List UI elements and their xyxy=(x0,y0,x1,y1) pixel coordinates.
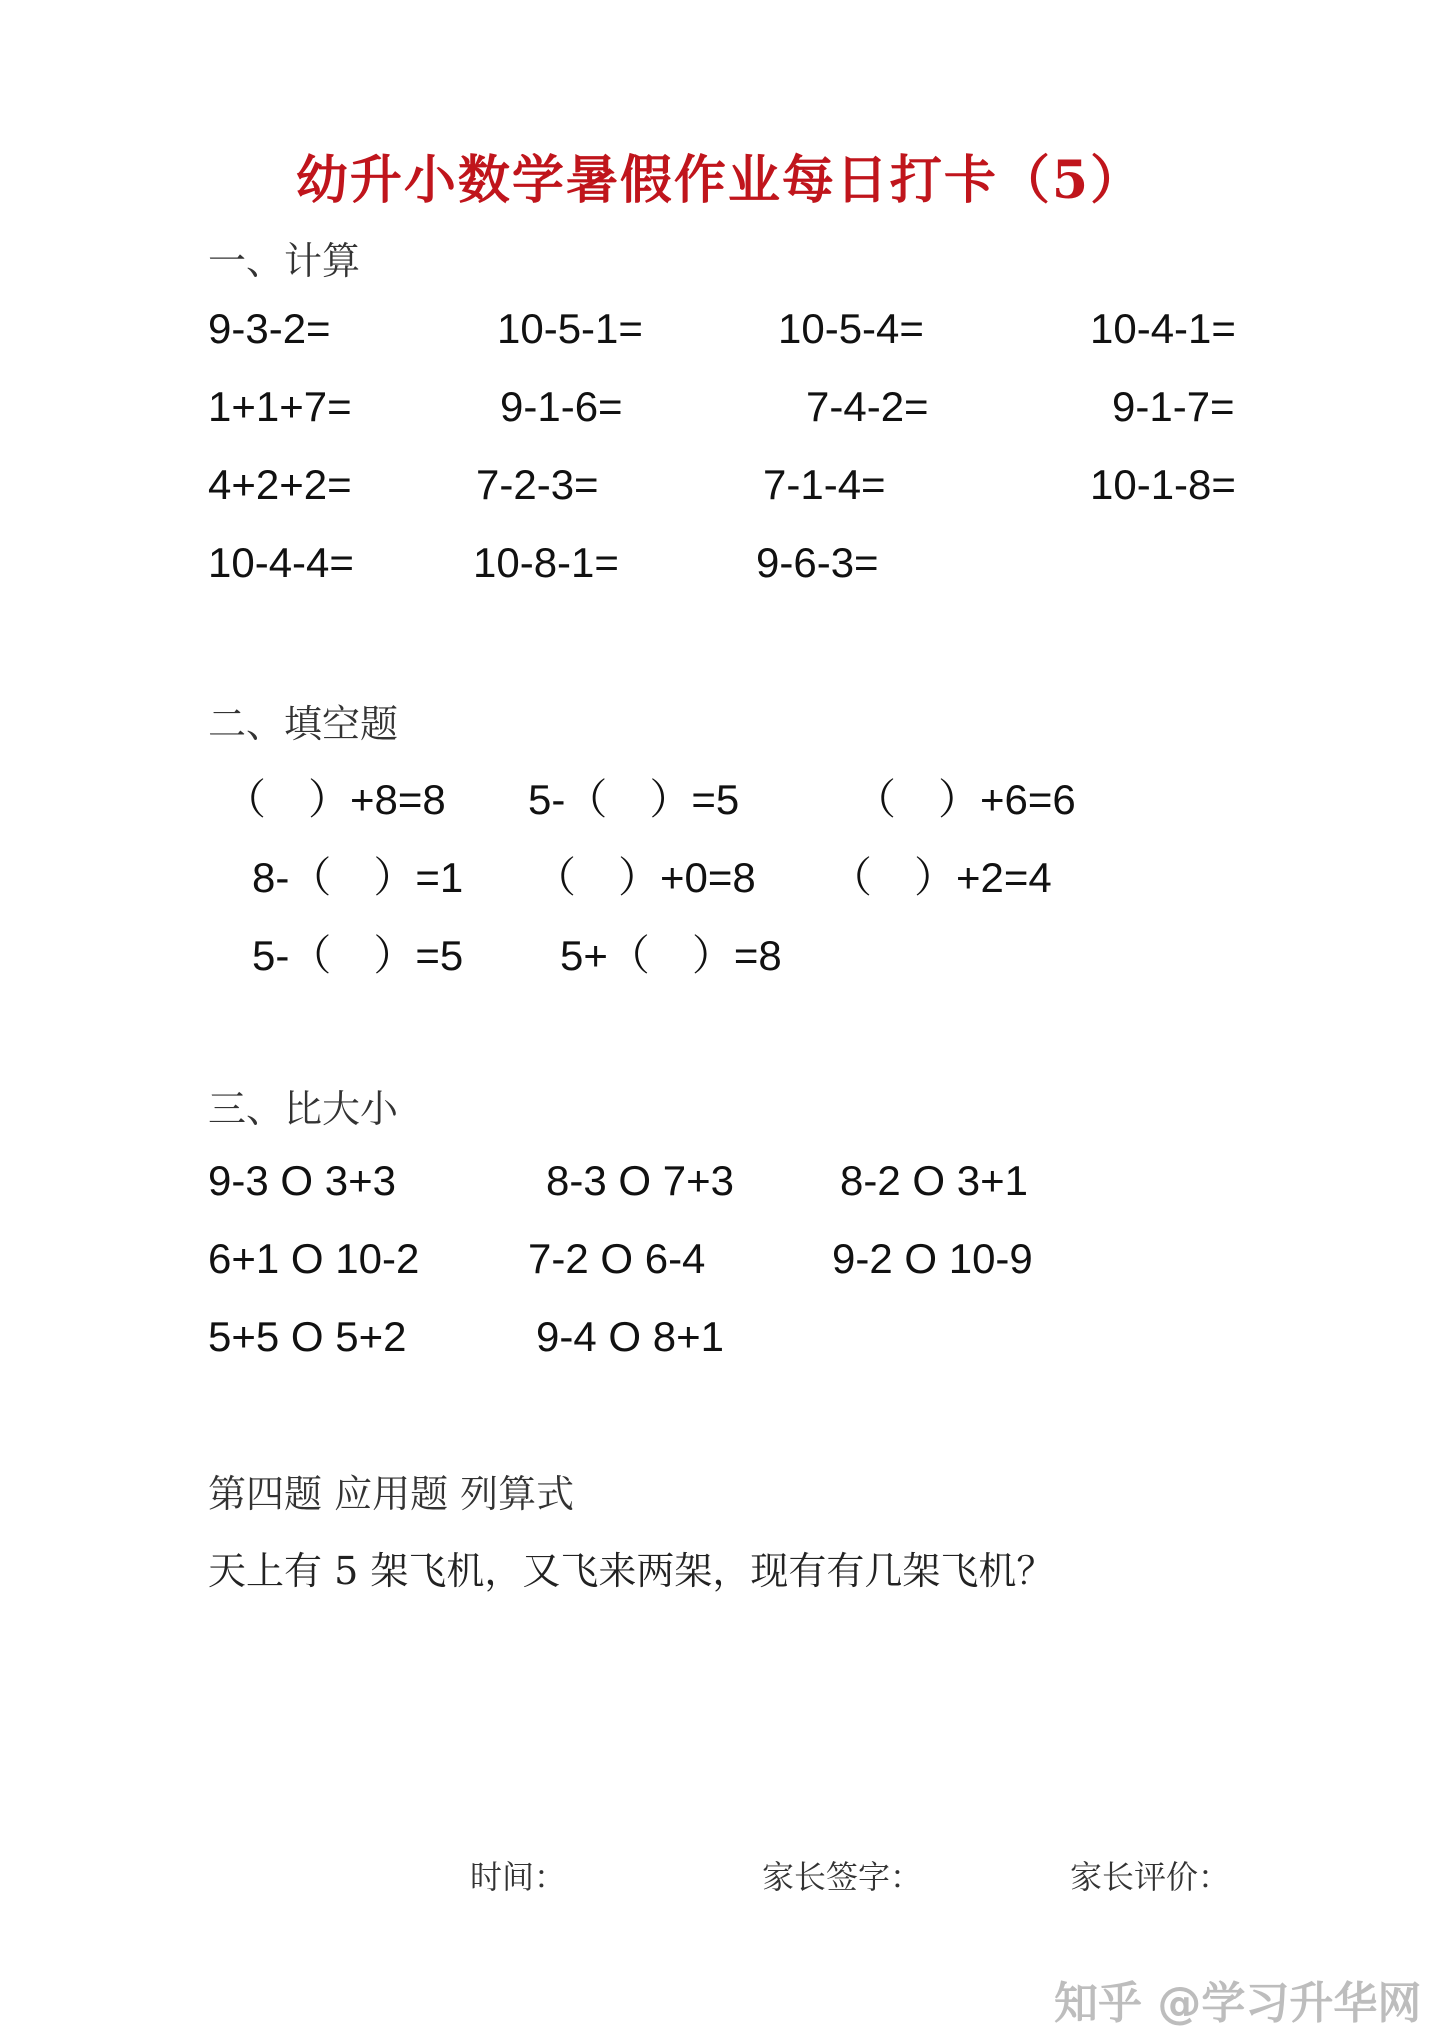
compare-problem: 8-2 O 3+1 xyxy=(840,1157,1028,1204)
fill-blank-problem: （ ）+0=8 xyxy=(534,854,756,901)
calc-problem: 7-1-4= xyxy=(763,461,886,508)
calc-problem: 7-2-3= xyxy=(476,461,599,508)
fill-blank-problem: （ ）+6=6 xyxy=(854,776,1076,823)
fill-blank-problem: （ ）+2=4 xyxy=(830,854,1052,901)
calc-problem: 10-8-1= xyxy=(473,539,619,586)
fill-blank-problem: 5-（ ）=5 xyxy=(252,932,464,979)
compare-problem: 7-2 O 6-4 xyxy=(528,1235,706,1282)
section-heading-word-problem: 第四题 应用题 列算式 xyxy=(208,1472,575,1516)
calc-problem: 9-1-7= xyxy=(1112,383,1235,430)
calc-problem: 7-4-2= xyxy=(806,383,929,430)
calc-problem: 1+1+7= xyxy=(208,383,352,430)
compare-problem: 6+1 O 10-2 xyxy=(208,1235,420,1282)
page-title: 幼升小数学暑假作业每日打卡（5） xyxy=(295,150,1145,211)
compare-problem: 8-3 O 7+3 xyxy=(546,1157,734,1204)
footer-parent-comment-label: 家长评价： xyxy=(1070,1858,1231,1896)
calc-problem: 10-4-1= xyxy=(1090,305,1236,352)
calc-problem: 10-1-8= xyxy=(1090,461,1236,508)
footer-parent-sign-label: 家长签字： xyxy=(762,1858,923,1896)
section-heading-compare: 三、比大小 xyxy=(208,1087,399,1131)
word-problem-question: 天上有 5 架飞机，又飞来两架，现有有几架飞机？ xyxy=(208,1549,1055,1593)
watermark-text: 知乎 @学习升华网 xyxy=(1054,1978,1422,2029)
section-heading-calc: 一、计算 xyxy=(208,239,361,283)
calc-problem: 10-5-1= xyxy=(497,305,643,352)
calc-problem: 10-4-4= xyxy=(208,539,354,586)
calc-problem: 10-5-4= xyxy=(778,305,924,352)
compare-problem: 9-4 O 8+1 xyxy=(536,1313,724,1360)
fill-blank-problem: 5-（ ）=5 xyxy=(528,776,740,823)
calc-problem: 4+2+2= xyxy=(208,461,352,508)
fill-blank-problem: 8-（ ）=1 xyxy=(252,854,464,901)
footer-time-label: 时间： xyxy=(470,1858,567,1896)
calc-problem: 9-1-6= xyxy=(500,383,623,430)
calc-problem: 9-3-2= xyxy=(208,305,331,352)
fill-blank-problem: （ ）+8=8 xyxy=(224,776,446,823)
fill-blank-problem: 5+（ ）=8 xyxy=(560,932,782,979)
calc-problem: 9-6-3= xyxy=(756,539,879,586)
compare-problem: 9-2 O 10-9 xyxy=(832,1235,1033,1282)
section-heading-fill: 二、填空题 xyxy=(208,702,399,746)
compare-problem: 9-3 O 3+3 xyxy=(208,1157,396,1204)
compare-problem: 5+5 O 5+2 xyxy=(208,1313,407,1360)
